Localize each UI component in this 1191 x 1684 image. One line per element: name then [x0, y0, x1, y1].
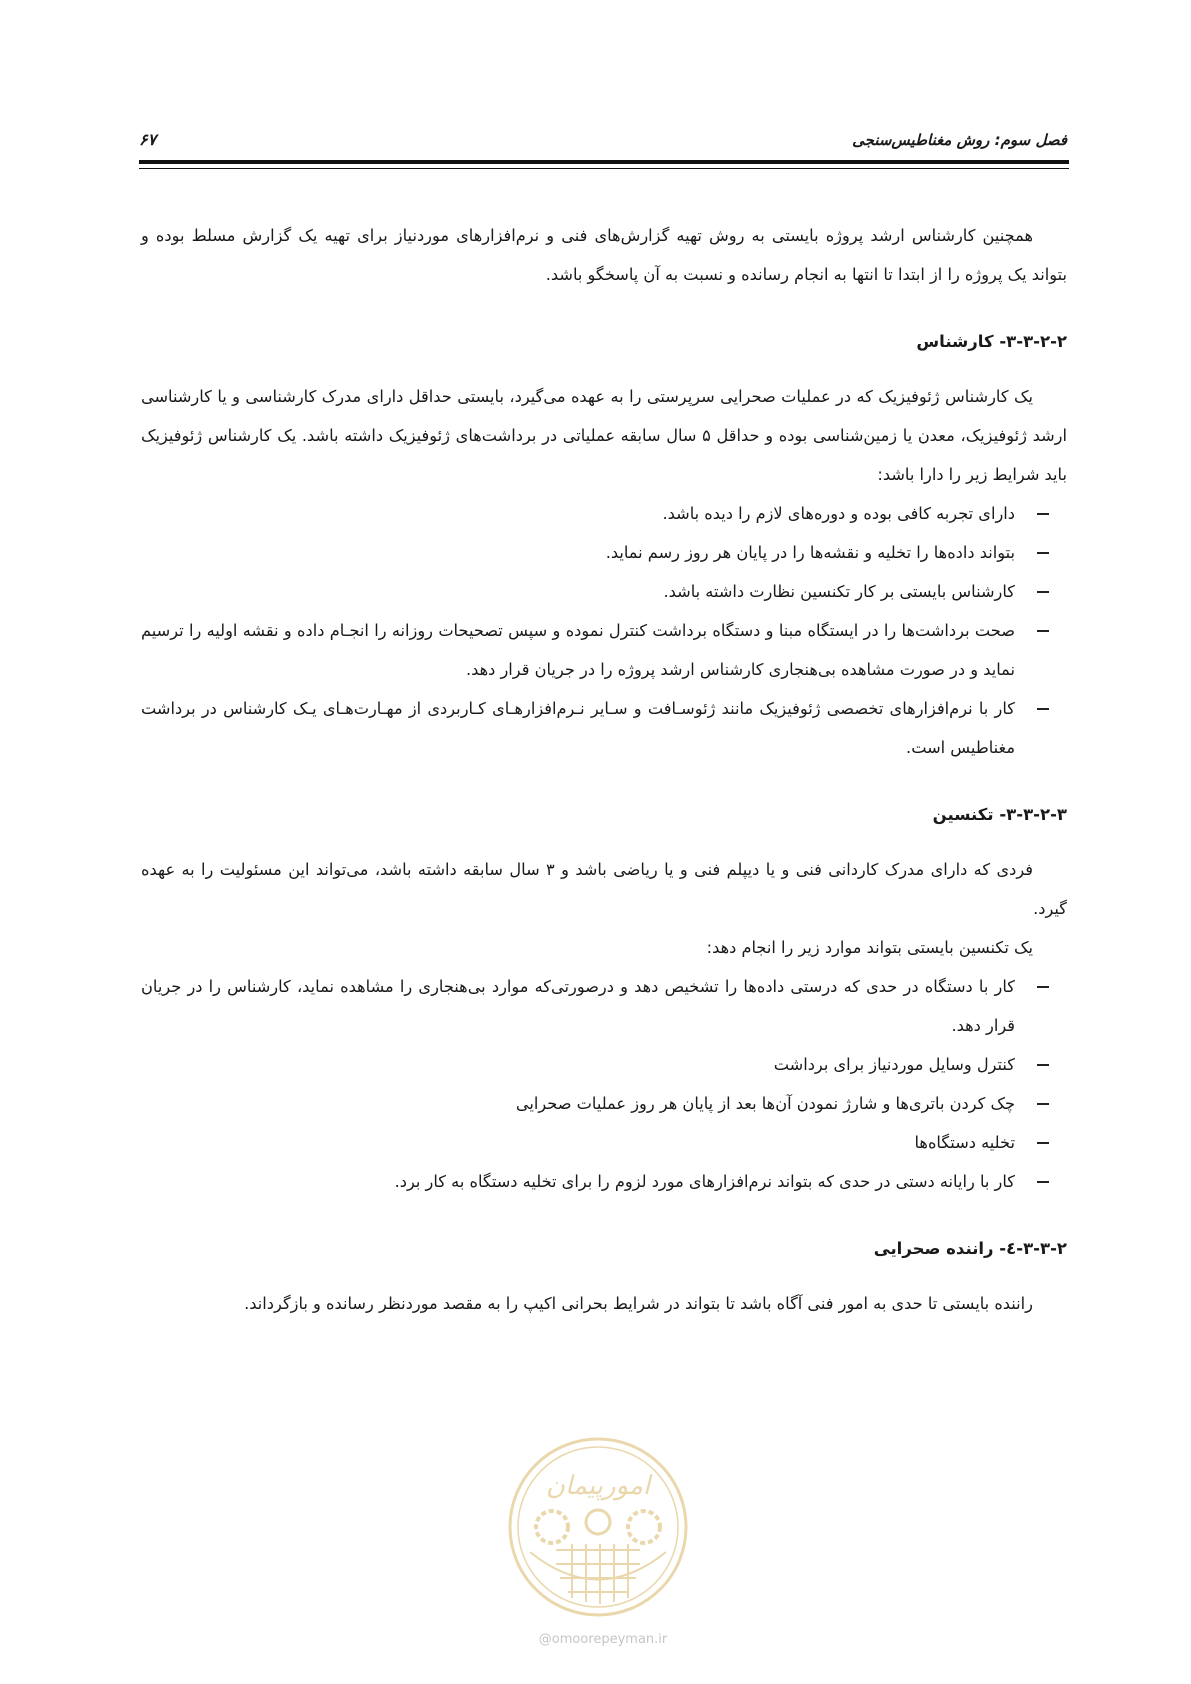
list-item: کار با رایانه دستی در حدی که بتواند نرم‌افزارهای مورد لزوم را برای تخلیه دستگاه به کار برد. [141, 1162, 1067, 1201]
list-item: کارشناس بایستی بر کار تکنسین نظارت داشته باشد. [141, 572, 1067, 611]
technician-paragraph: فردی که دارای مدرک کاردانی فنی و یا دیپلم فنی و یا ریاضی باشد و ۳ سال سابقه داشته باشد، می‌تواند این مسئولیت را به عهده گیرد. [141, 860, 1067, 918]
technician-tasks-list [141, 967, 1067, 1201]
intro-paragraph: همچنین کارشناس ارشد پروژه بایستی به روش تهیه گزارش‌های فنی و نرم‌افزارهای موردنیاز برای تهیه یک گزارش مسلط بوده و بتواند یک پروژه را از ابتدا تا انتها به انجام رسانده و نسبت به آن پاسخگو باشد. [141, 226, 1067, 284]
header-rule-thick [139, 160, 1069, 164]
section-heading-expert: ۳-۳-۲-۲- کارشناس [916, 332, 1067, 351]
list-item: تخلیه دستگاه‌ها [141, 1123, 1067, 1162]
watermark-logo-text: امورپیمان [545, 1471, 651, 1501]
page-number: ۶۷ [139, 130, 157, 149]
watermark-logo-icon [500, 1432, 696, 1622]
list-item: کار با دستگاه در حدی که درستی داده‌ها را تشخیص دهد و درصورتی‌که موارد بی‌هنجاری را مشاهده نماید، کارشناس را در جریان قرار دهد. [141, 967, 1067, 1045]
technician-lead: یک تکنسین بایستی بتواند موارد زیر را انجام دهد: [706, 938, 1033, 957]
running-header-chapter: فصل سوم: روش مغناطیس‌سنجی [852, 131, 1067, 149]
list-item: صحت برداشت‌ها را در ایستگاه مبنا و دستگاه برداشت کنترل نموده و سپس تصحیحات روزانه را انجـام داده و نقشه اولیه را ترسیم نماید و در صورت مشاهده بی‌هنجاری کارشناس ارشد پروژه را در جریان قرار دهد. [141, 611, 1067, 689]
list-item: دارای تجربه کافی بوده و دوره‌های لازم را دیده باشد. [141, 494, 1067, 533]
list-item: کار با نرم‌افزارهای تخصصی ژئوفیزیک مانند ژئوسـافت و سـایر نـرم‌افزارهـای کـاربردی از مهـارت‌هـای یـک کارشناس در برداشت مغناطیس است. [141, 689, 1067, 767]
body-text [141, 216, 1067, 1323]
section-heading-driver: ۳-۳-۲-٤- راننده صحرایی [873, 1239, 1067, 1258]
list-item: کنترل وسایل موردنیاز برای برداشت [141, 1045, 1067, 1084]
expert-requirements-list [141, 494, 1067, 767]
section-heading-technician: ۳-۳-۲-۳- تکنسین [932, 805, 1067, 824]
list-item: چک کردن باتری‌ها و شارژ نمودن آن‌ها بعد از پایان هر روز عملیات صحرایی [141, 1084, 1067, 1123]
expert-paragraph: یک کارشناس ژئوفیزیک که در عملیات صحرایی سرپرستی را به عهده می‌گیرد، بایستی حداقل دارای مدرک کارشناسی و یا کارشناسی ارشد ژئوفیزیک، معدن یا زمین‌شناسی بوده و حداقل ۵ سال سابقه عملیاتی در برداشت‌های ژئوفیزیک داشته باشد. یک کارشناس ژئوفیزیک باید شرایط زیر را دارا باشد: [141, 387, 1067, 484]
header-rule-thin [139, 168, 1069, 169]
list-item: بتواند داده‌ها را تخلیه و نقشه‌ها را در پایان هر روز رسم نماید. [141, 533, 1067, 572]
watermark-site: @omoorepeyman.ir [538, 1632, 668, 1647]
driver-paragraph: راننده بایستی تا حدی به امور فنی آگاه باشد تا بتواند در شرایط بحرانی اکیپ را به مقصد موردنظر رسانده و بازگرداند. [244, 1294, 1033, 1313]
